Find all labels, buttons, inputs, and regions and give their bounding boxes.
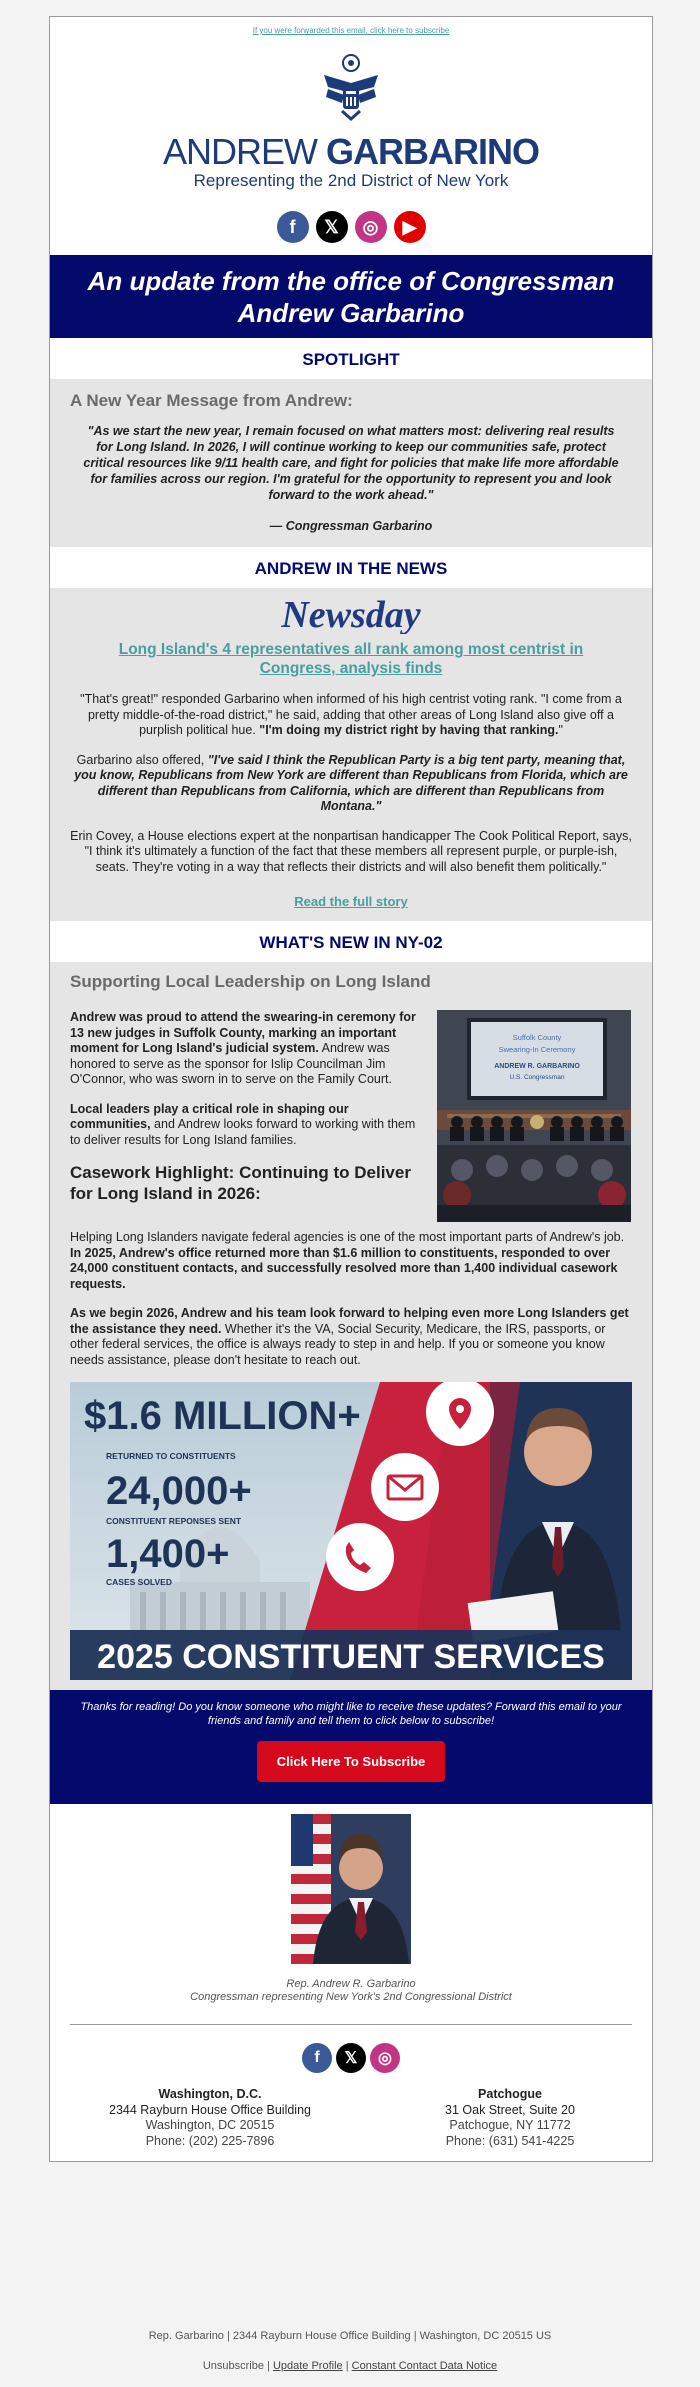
rep-name: Rep. Andrew R. Garbarino (286, 1978, 416, 1990)
instagram-icon[interactable]: ◎ (370, 2043, 400, 2073)
svg-text:Newsday: Newsday (281, 594, 421, 634)
office-name: Washington, D.C. (158, 2087, 262, 2101)
congressman-portrait (291, 1814, 411, 1964)
rep-title: Congressman representing New York's 2nd Congressional District (190, 1991, 512, 2003)
office-street: 31 Oak Street, Suite 20 (445, 2102, 575, 2117)
constituent-services-infographic (70, 1382, 632, 1680)
svg-text:U.S. Congressman: U.S. Congressman (509, 1074, 565, 1081)
header-social-links (50, 211, 652, 243)
subscribe-button[interactable]: Click Here To Subscribe (257, 1741, 446, 1782)
subscribe-cta (50, 1690, 652, 1804)
judges-paragraph-1: Andrew was proud to attend the swearing-in ceremony for 13 new judges in Suffolk County, marking an important moment for Long Island's judicial system. Andrew was honored to serve as the sponsor for Islip Councilman Jim O'Connor, who was sworn in to serve on the Family Court. (70, 1010, 416, 1086)
casework-heading: Casework Highlight: Continuing to Deliver for Long Island in 2026: (70, 1163, 411, 1203)
stat-cases: 1,400+ (106, 1532, 230, 1576)
spotlight-title: A New Year Message from Andrew: (70, 391, 353, 410)
subscribe-forward-link[interactable]: If you were forwarded this email, click here to subscribe (252, 26, 450, 35)
newsday-logo (50, 588, 652, 634)
footer-caption (50, 1978, 652, 2004)
house-seal (50, 53, 652, 121)
office-name: Patchogue (478, 2087, 542, 2101)
news-paragraph-1: "That's great!" responded Garbarino when informed of his high centrist voting rank. "I come from a pretty middle-of-the-road district," he said, adding that other areas of Long Island also give off a purplish political hue. "I'm doing my district right by having that ranking." (80, 692, 622, 737)
office-city: Patchogue, NY 11772 (449, 2118, 571, 2132)
svg-text:Swearing-In Ceremony: Swearing-In Ceremony (498, 1045, 576, 1054)
read-full-story-link[interactable]: Read the full story (294, 894, 408, 909)
news-heading: ANDREW IN THE NEWS (254, 559, 448, 578)
facebook-icon[interactable]: f (277, 211, 309, 243)
judges-paragraph-2: Local leaders play a critical role in shaping our communities, and Andrew looks forward to working with them to deliver results for Long Island families. (70, 1101, 416, 1147)
unsubscribe-link[interactable]: Unsubscribe (202, 2360, 264, 2372)
stat-cases-label: CASES SOLVED (106, 1577, 172, 1587)
office-addresses (50, 2073, 652, 2161)
forward-notice (50, 17, 652, 45)
infographic-title: 2025 CONSTITUENT SERVICES (97, 1638, 605, 1676)
x-icon[interactable]: 𝕏 (336, 2043, 366, 2073)
x-icon[interactable]: 𝕏 (316, 211, 348, 243)
casework-paragraph-2: As we begin 2026, Andrew and his team look forward to helping even more Long Islanders get the assistance they need. Whether it's the VA, Social Security, Medicare, the IRS, passports, or other federal services, the office is always ready to step in and help. If you or someone you know needs assistance, please don't hesitate to reach out. (70, 1306, 629, 1367)
stat-responses: 24,000+ (106, 1469, 252, 1513)
new-year-quote: "As we start the new year, I remain focused on what matters most: delivering real results for Long Island. In 2026, I will continue working to keep our communities safe, protect critical resources like 9/11 health care, and fight for policies that make life more affordable for families across our region. I'm grateful for the opportunity to represent you and look forward to the work ahead." (83, 424, 619, 502)
spotlight-heading: SPOTLIGHT (302, 350, 400, 369)
cta-text: Thanks for reading! Do you know someone who might like to receive these updates? Forward this email to your friends and family and tell them to click below to subscribe! (80, 1701, 622, 1727)
instagram-icon[interactable]: ◎ (355, 211, 387, 243)
footer-links: Unsubscribe | Update Profile | Constant Contact Data Notice (202, 2360, 498, 2372)
stat-money: $1.6 MILLION+ (84, 1394, 361, 1438)
judges-story (50, 992, 652, 1222)
read-more (50, 875, 652, 919)
stat-money-label: RETURNED TO CONSTITUENTS (106, 1451, 236, 1461)
brand-subtitle: Representing the 2nd District of New York (193, 171, 509, 190)
office-city: Washington, DC 20515 (145, 2118, 275, 2132)
footer-divider (70, 2024, 632, 2025)
footer-social-links (50, 2043, 652, 2073)
office-patchogue (380, 2087, 640, 2149)
quote-signature: — Congressman Garbarino (269, 519, 433, 533)
office-phone: Phone: (202) 225-7896 (145, 2133, 275, 2148)
youtube-icon[interactable]: ▶ (394, 211, 426, 243)
data-notice-link[interactable]: Constant Contact Data Notice (351, 2360, 498, 2372)
email-body (49, 16, 653, 2162)
office-dc (80, 2087, 340, 2149)
spotlight-section (50, 379, 652, 547)
office-phone: Phone: (631) 541-4225 (445, 2133, 575, 2148)
swearing-in-photo (437, 1010, 631, 1222)
header-banner: An update from the office of Congressman Andrew Garbarino (50, 255, 652, 338)
brand-logo (50, 133, 652, 191)
update-profile-link[interactable]: Update Profile (272, 2360, 343, 2372)
facebook-icon[interactable]: f (302, 2043, 332, 2073)
judges-text (70, 1010, 437, 1222)
svg-text:Suffolk County: Suffolk County (512, 1033, 562, 1042)
svg-text:ANDREW R. GARBARINO: ANDREW R. GARBARINO (494, 1063, 580, 1070)
stat-responses-label: CONSTITUENT REPONSES SENT (106, 1516, 242, 1526)
office-street: 2344 Rayburn House Office Building (109, 2102, 311, 2117)
news-section (50, 588, 652, 921)
brand-name: ANDREW GARBARINO (162, 131, 539, 172)
email-footer (0, 2330, 700, 2372)
eagle-seal-icon (320, 53, 382, 121)
ny02-section (50, 962, 652, 1690)
news-paragraph-3: Erin Covey, a House elections expert at the nonpartisan handicapper The Cook Political Report, says, "I think it's ultimately a function of the fact that these members all represent purple, or purple-ish, seats. They're voting in a way that reflects their districts and will also benefit them politically." (70, 828, 632, 874)
portrait-wrap (50, 1804, 652, 1964)
local-leadership-title: Supporting Local Leadership on Long Island (70, 972, 431, 991)
news-paragraph-2: Garbarino also offered, "I've said I think the Republican Party is a big tent party, meaning that, you know, Republicans from New York are different than Republicans from Florida, which are different than Republicans from California, which are different than Republicans from Montana." (74, 752, 628, 813)
ny02-heading: WHAT'S NEW IN NY-02 (259, 933, 443, 952)
sender-address: Rep. Garbarino | 2344 Rayburn House Office Building | Washington, DC 20515 US (148, 2330, 552, 2342)
casework-paragraph-1: Helping Long Islanders navigate federal agencies is one of the most important parts of Andrew's job. In 2025, Andrew's office returned more than $1.6 million to constituents, responded to over 24,000 constituent contacts, and successfully resolved more than 1,400 individual casework requests. (70, 1230, 625, 1291)
news-headline-link[interactable]: Long Island's 4 representatives all rank among most centrist in Congress, analysis finds (118, 641, 584, 677)
